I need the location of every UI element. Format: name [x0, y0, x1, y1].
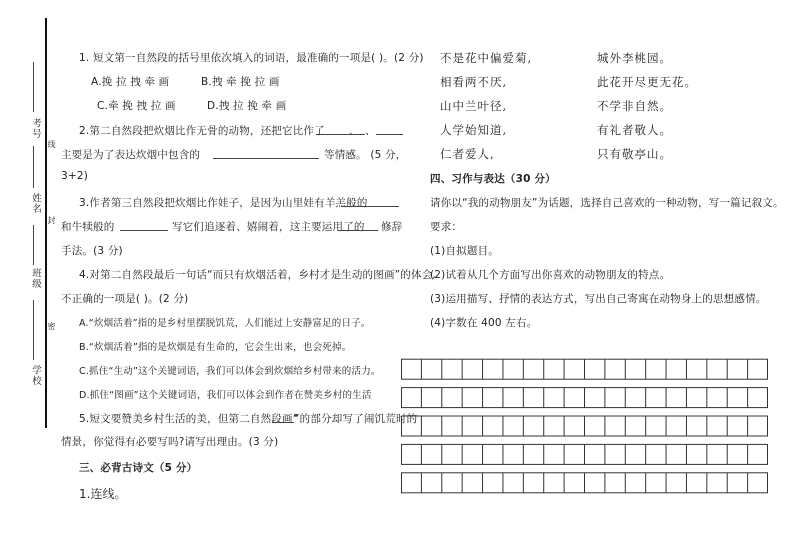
poem-left-3: 山中兰叶径, — [440, 99, 508, 113]
school-label: 学校 — [30, 365, 41, 386]
question-1-stem: 1. 短文第一自然段的括号里依次填入的词语，最准确的一项是( )。(2 分) — [79, 52, 424, 64]
poem-right-1: 城外李桃园。 — [597, 51, 672, 65]
essay-prompt: 请你以“我的动物朋友”为话题，选择自己喜欢的一种动物，写一篇记叙文。 — [430, 197, 784, 209]
question-5-line-1-end: ”的部分却写了闹饥荒时的 — [294, 413, 418, 425]
question-5-line-2: 情景，你觉得有必要写吗?请写出理由。(3 分) — [61, 436, 279, 448]
question-3-line-3: 手法。(3 分) — [61, 245, 123, 257]
composition-grid[interactable] — [401, 355, 768, 497]
class-blank — [33, 225, 34, 265]
answer-blank[interactable] — [338, 230, 378, 231]
section-4-title: 四、习作与表达（30 分） — [430, 173, 556, 185]
answer-blank[interactable] — [328, 134, 365, 135]
poem-right-5: 只有敬亭山。 — [597, 147, 672, 161]
binding-mark-line: 线 — [47, 140, 56, 149]
answer-blank[interactable] — [272, 422, 294, 423]
class-label: 班级 — [30, 268, 41, 289]
poem-left-1: 不是花中偏爱菊, — [440, 51, 533, 65]
requirement-3: (3)运用描写、抒情的表达方式，写出自己寄寓在动物身上的思想感情。 — [430, 293, 767, 305]
question-4-line-2: 不正确的一项是( )。(2 分) — [61, 293, 189, 305]
answer-blank[interactable] — [376, 134, 403, 135]
binding-mark-secret: 密 — [47, 322, 56, 331]
question-4-option-c: C.抓住“生动”这个关键词语，我们可以体会到炊烟给乡村带来的活力。 — [79, 366, 381, 377]
binding-mark-seal: 封 — [47, 216, 56, 225]
question-2-line-3: 3+2) — [61, 170, 89, 182]
poem-right-3: 不学非自然。 — [597, 99, 672, 113]
question-1-option-d: D.拽 拉 挽 牵 画 — [207, 100, 287, 112]
question-2-line-1: 2.第二自然段把炊烟比作无骨的动物，还把它比作了 — [79, 125, 325, 137]
poem-left-4: 人学始知道, — [440, 123, 508, 137]
exam-number-blank — [33, 62, 34, 112]
question-3-line-2-end: 修辞 — [381, 221, 403, 233]
question-5-line-1-start: 5.短文要赞美乡村生活的美，但第二自然段画“ — [79, 413, 299, 425]
requirement-1: (1)自拟题目。 — [430, 245, 499, 257]
poem-right-4: 有礼者敬人。 — [597, 123, 672, 137]
name-label: 姓名 — [30, 193, 41, 214]
poem-left-5: 仁者爱人, — [440, 147, 495, 161]
question-2-line-2-start: 主要是为了表达炊烟中包含的 — [61, 149, 201, 161]
answer-blank[interactable] — [213, 158, 319, 159]
poem-left-2: 相看两不厌, — [440, 75, 508, 89]
poem-right-2: 此花开尽更无花。 — [597, 75, 697, 89]
question-1-option-a: A.挽 拉 拽 牵 画 — [91, 76, 170, 88]
requirements-label: 要求： — [430, 221, 463, 233]
section-3-title: 三、必背古诗文（5 分） — [79, 462, 198, 474]
answer-blank[interactable] — [341, 206, 399, 207]
question-2-line-2-end: 等情感。 (5 分， — [324, 149, 407, 161]
question-4-option-d: D.抓住“图画”这个关键词语，我们可以体会到作者在赞美乡村的生活 — [79, 390, 372, 401]
school-blank — [33, 300, 34, 360]
separator-comma: 、 — [365, 125, 376, 137]
answer-blank[interactable] — [120, 230, 168, 231]
section-3-question-1: 1.连线。 — [79, 487, 127, 501]
question-1-option-c: C.牵 挽 拽 拉 画 — [97, 100, 176, 112]
composition-grid-svg[interactable] — [401, 355, 768, 497]
name-blank — [33, 146, 34, 188]
question-1-option-b: B.拽 牵 挽 拉 画 — [201, 76, 280, 88]
requirement-2: (2)试着从几个方面写出你喜欢的动物朋友的特点。 — [430, 269, 671, 281]
question-4-option-b: B.“炊烟活着”指的是炊烟是有生命的，它会生出来，也会死掉。 — [79, 342, 352, 353]
question-3-line-2-start: 和牛犊般的 — [61, 221, 115, 233]
question-3-line-1: 3.作者第三自然段把炊烟比作娃子，是因为山里娃有羊羔般的 — [79, 197, 368, 209]
exam-number-label: 考号 — [30, 118, 41, 139]
question-3-line-2-mid: 写它们追逐着、嬉闹着，这主要运用了的 — [172, 221, 365, 233]
separator-comma: 、 — [349, 125, 360, 137]
requirement-4: (4)字数在 400 左右。 — [430, 317, 538, 329]
question-4-option-a: A.“炊烟活着”指的是乡村里摆脱饥荒，人们能过上安静富足的日子。 — [79, 318, 371, 329]
question-4-line-1: 4.对第二自然段最后一句话“而只有炊烟活着，乡村才是生动的图画”的体会, — [79, 269, 436, 281]
